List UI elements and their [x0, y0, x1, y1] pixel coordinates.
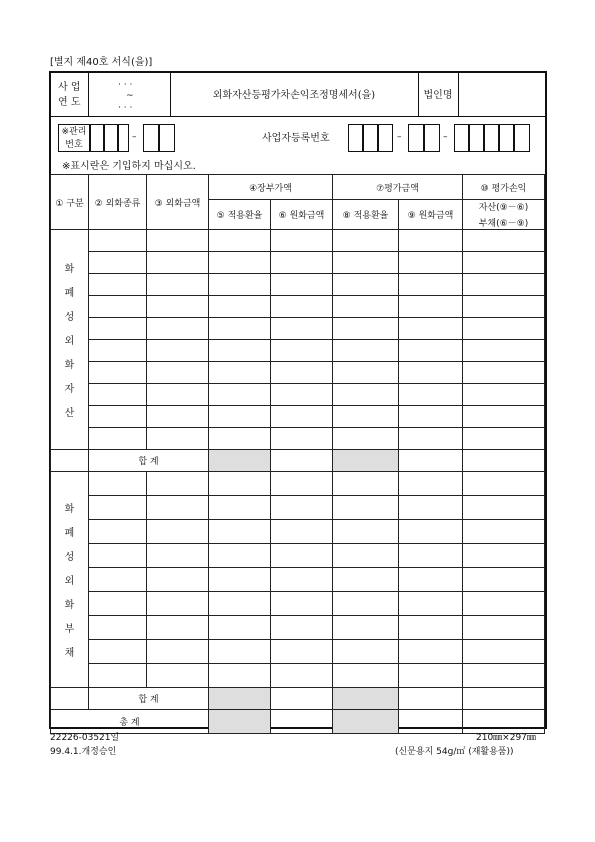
- liabilities-label-char: 폐: [64, 528, 75, 539]
- mgmt-no-digit[interactable]: [90, 124, 104, 152]
- input-cell[interactable]: [333, 568, 399, 592]
- biz-reg-digit[interactable]: [469, 124, 484, 152]
- input-cell[interactable]: [399, 472, 463, 496]
- year-from-dots[interactable]: · · ·: [118, 80, 133, 90]
- biz-reg-digit[interactable]: [408, 124, 424, 152]
- input-cell[interactable]: [333, 544, 399, 568]
- input-cell[interactable]: [271, 230, 333, 252]
- input-cell[interactable]: [89, 592, 147, 616]
- input-cell[interactable]: [399, 296, 463, 318]
- input-cell[interactable]: [147, 520, 209, 544]
- col-header-valuation-amount: ⑦평가금액: [333, 175, 463, 200]
- biz-reg-digit[interactable]: [484, 124, 499, 152]
- input-cell[interactable]: [399, 318, 463, 340]
- input-cell[interactable]: [271, 384, 333, 406]
- paper-spec: (신문용지 54g/㎡ (재활용품)): [395, 747, 514, 757]
- table-row: [51, 340, 545, 362]
- input-cell[interactable]: [209, 296, 271, 318]
- input-cell[interactable]: [89, 318, 147, 340]
- input-cell[interactable]: [271, 496, 333, 520]
- table-row: [51, 592, 545, 616]
- assets-label-char: 산: [64, 408, 75, 419]
- input-cell[interactable]: [463, 640, 545, 664]
- table-row: [51, 274, 545, 296]
- input-cell[interactable]: [271, 472, 333, 496]
- shaded-cell: [333, 450, 399, 472]
- input-cell[interactable]: [463, 472, 545, 496]
- mgmt-no-digit[interactable]: [118, 124, 129, 152]
- biz-reg-digit[interactable]: [424, 124, 440, 152]
- year-label-2: 연 도: [58, 97, 81, 108]
- table-row: [51, 664, 545, 688]
- input-cell[interactable]: [147, 274, 209, 296]
- input-cell[interactable]: [209, 252, 271, 274]
- form-title: 외화자산등평가차손익조정명세서(을): [212, 90, 376, 101]
- input-cell[interactable]: [399, 496, 463, 520]
- assets-label-char: 자: [64, 384, 75, 395]
- input-cell[interactable]: [271, 340, 333, 362]
- input-cell[interactable]: [147, 230, 209, 252]
- input-cell[interactable]: [89, 428, 147, 450]
- input-cell[interactable]: [333, 384, 399, 406]
- input-cell[interactable]: [147, 496, 209, 520]
- input-cell[interactable]: [89, 640, 147, 664]
- mgmt-no-digit[interactable]: [104, 124, 118, 152]
- input-cell[interactable]: [209, 428, 271, 450]
- table-row: [51, 472, 545, 496]
- input-cell[interactable]: [271, 710, 333, 734]
- input-cell[interactable]: [333, 362, 399, 384]
- input-cell[interactable]: [463, 710, 545, 734]
- input-cell[interactable]: [209, 544, 271, 568]
- input-cell[interactable]: [333, 230, 399, 252]
- input-cell[interactable]: [333, 496, 399, 520]
- input-cell[interactable]: [399, 406, 463, 428]
- table-row: [51, 496, 545, 520]
- assets-subtotal-label: 합 계: [89, 450, 209, 472]
- col-header-category: ① 구분: [51, 175, 89, 230]
- table-row: [51, 406, 545, 428]
- biz-reg-label: 사업자등록번호: [262, 133, 330, 144]
- input-cell[interactable]: [333, 318, 399, 340]
- input-cell[interactable]: [147, 362, 209, 384]
- col-header-book-value: ④장부가액: [209, 175, 333, 200]
- input-cell[interactable]: [89, 664, 147, 688]
- input-cell[interactable]: [271, 362, 333, 384]
- table-row: [51, 616, 545, 640]
- input-cell[interactable]: [209, 472, 271, 496]
- input-cell[interactable]: [463, 592, 545, 616]
- input-cell[interactable]: [89, 568, 147, 592]
- liabilities-label-char: 부: [64, 624, 75, 635]
- input-cell[interactable]: [147, 406, 209, 428]
- input-cell[interactable]: [89, 362, 147, 384]
- input-cell[interactable]: [399, 544, 463, 568]
- input-cell[interactable]: [463, 688, 545, 710]
- input-cell[interactable]: [463, 296, 545, 318]
- input-cell[interactable]: [399, 340, 463, 362]
- input-cell[interactable]: [333, 664, 399, 688]
- year-label-1: 사 업: [58, 82, 81, 93]
- mgmt-no-label-1: ※관리: [61, 127, 87, 137]
- input-cell[interactable]: [463, 384, 545, 406]
- input-cell[interactable]: [399, 362, 463, 384]
- input-cell[interactable]: [333, 592, 399, 616]
- gain-loss-asset-formula: 자산(⑨－⑥): [478, 203, 529, 213]
- table-row: [51, 544, 545, 568]
- col-header-currency-type: ② 외화종류: [89, 175, 147, 230]
- input-cell[interactable]: [147, 616, 209, 640]
- input-cell[interactable]: [209, 274, 271, 296]
- input-cell[interactable]: [463, 496, 545, 520]
- input-cell[interactable]: [463, 406, 545, 428]
- input-cell[interactable]: [463, 544, 545, 568]
- assets-label-char: 외: [64, 336, 75, 347]
- input-cell[interactable]: [147, 592, 209, 616]
- input-cell[interactable]: [271, 592, 333, 616]
- input-cell[interactable]: [209, 496, 271, 520]
- mgmt-no-digit[interactable]: [143, 124, 159, 152]
- shaded-cell: [209, 688, 271, 710]
- input-cell[interactable]: [147, 472, 209, 496]
- input-cell[interactable]: [147, 252, 209, 274]
- year-tilde: ~: [126, 91, 134, 101]
- biz-reg-digit[interactable]: [378, 124, 393, 152]
- input-cell[interactable]: [333, 274, 399, 296]
- input-cell[interactable]: [463, 520, 545, 544]
- mgmt-no-label-2: 번호: [65, 140, 83, 150]
- input-cell[interactable]: [333, 296, 399, 318]
- liabilities-label-char: 채: [64, 648, 75, 659]
- input-cell[interactable]: [271, 274, 333, 296]
- shaded-cell: [333, 688, 399, 710]
- shaded-cell: [209, 710, 271, 734]
- input-cell[interactable]: [271, 520, 333, 544]
- input-cell[interactable]: [333, 640, 399, 664]
- liabilities-label-char: 화: [64, 504, 75, 515]
- input-cell[interactable]: [147, 384, 209, 406]
- input-cell[interactable]: [89, 406, 147, 428]
- input-cell[interactable]: [463, 318, 545, 340]
- biz-reg-digit[interactable]: [514, 124, 530, 152]
- input-cell[interactable]: [89, 340, 147, 362]
- liabilities-subtotal-label: 합 계: [89, 688, 209, 710]
- notice: ※표시란은 기입하지 마십시오.: [62, 161, 196, 172]
- input-cell[interactable]: [209, 520, 271, 544]
- input-cell[interactable]: [463, 340, 545, 362]
- table-row: [51, 362, 545, 384]
- input-cell[interactable]: [333, 252, 399, 274]
- biz-reg-digit[interactable]: [454, 124, 469, 152]
- col-header-eval-rate: ⑧ 적용환율: [333, 200, 399, 230]
- input-cell[interactable]: [333, 472, 399, 496]
- gain-loss-liability-formula: 부채(⑥－⑨): [478, 219, 529, 229]
- table-row: [51, 296, 545, 318]
- input-cell[interactable]: [271, 406, 333, 428]
- col-header-book-rate: ⑤ 적용환율: [209, 200, 271, 230]
- input-cell[interactable]: [209, 616, 271, 640]
- input-cell[interactable]: [89, 472, 147, 496]
- header-divider-1: [88, 73, 89, 117]
- input-cell[interactable]: [271, 688, 333, 710]
- input-cell[interactable]: [89, 520, 147, 544]
- input-cell[interactable]: [209, 592, 271, 616]
- input-cell[interactable]: [271, 640, 333, 664]
- table-cell: [51, 688, 89, 710]
- input-cell[interactable]: [399, 710, 463, 734]
- table-row: [51, 428, 545, 450]
- table-row: [51, 230, 545, 252]
- input-cell[interactable]: [399, 428, 463, 450]
- input-cell[interactable]: [463, 274, 545, 296]
- input-cell[interactable]: [463, 362, 545, 384]
- input-cell[interactable]: [89, 384, 147, 406]
- input-cell[interactable]: [147, 544, 209, 568]
- input-cell[interactable]: [147, 664, 209, 688]
- table-row: [51, 384, 545, 406]
- shaded-cell: [209, 450, 271, 472]
- biz-reg-digit[interactable]: [348, 124, 363, 152]
- col-header-book-krw: ⑥ 원화금액: [271, 200, 333, 230]
- input-cell[interactable]: [271, 616, 333, 640]
- biz-reg-dash-1: –: [397, 132, 402, 142]
- liabilities-label-char: 외: [64, 576, 75, 587]
- input-cell[interactable]: [399, 252, 463, 274]
- input-cell[interactable]: [209, 640, 271, 664]
- input-cell[interactable]: [89, 274, 147, 296]
- table-row: [51, 568, 545, 592]
- input-cell[interactable]: [271, 544, 333, 568]
- corp-name-label: 법인명: [423, 90, 453, 101]
- input-cell[interactable]: [89, 252, 147, 274]
- input-cell[interactable]: [271, 664, 333, 688]
- biz-reg-digit[interactable]: [363, 124, 378, 152]
- valuation-table: [50, 174, 545, 734]
- input-cell[interactable]: [333, 616, 399, 640]
- input-cell[interactable]: [147, 640, 209, 664]
- mgmt-no-digit[interactable]: [159, 124, 175, 152]
- input-cell[interactable]: [209, 362, 271, 384]
- input-cell[interactable]: [333, 340, 399, 362]
- col-header-eval-krw: ⑨ 원화금액: [399, 200, 463, 230]
- input-cell[interactable]: [399, 520, 463, 544]
- table-row: [51, 318, 545, 340]
- input-cell[interactable]: [399, 274, 463, 296]
- form-tag: [별지 제40호 서식(을)]: [50, 57, 153, 68]
- liabilities-label-char: 성: [64, 552, 75, 563]
- input-cell[interactable]: [271, 296, 333, 318]
- grand-total-label: 총 계: [51, 710, 209, 734]
- corp-name-field[interactable]: [460, 76, 544, 114]
- table-row: [51, 640, 545, 664]
- input-cell[interactable]: [399, 688, 463, 710]
- form-number: 22226-03521일: [50, 733, 120, 743]
- input-cell[interactable]: [399, 592, 463, 616]
- input-cell[interactable]: [399, 230, 463, 252]
- input-cell[interactable]: [209, 664, 271, 688]
- input-cell[interactable]: [271, 252, 333, 274]
- assets-label-char: 폐: [64, 288, 75, 299]
- input-cell[interactable]: [147, 296, 209, 318]
- input-cell[interactable]: [89, 544, 147, 568]
- input-cell[interactable]: [147, 568, 209, 592]
- table-row: [51, 520, 545, 544]
- header-divider-4: [458, 73, 459, 117]
- input-cell[interactable]: [147, 340, 209, 362]
- assets-section-label: [51, 230, 89, 450]
- input-cell[interactable]: [463, 664, 545, 688]
- input-cell[interactable]: [209, 318, 271, 340]
- input-cell[interactable]: [333, 428, 399, 450]
- input-cell[interactable]: [271, 450, 333, 472]
- input-cell[interactable]: [333, 406, 399, 428]
- input-cell[interactable]: [209, 230, 271, 252]
- input-cell[interactable]: [271, 568, 333, 592]
- input-cell[interactable]: [209, 406, 271, 428]
- assets-label-char: 화: [64, 264, 75, 275]
- input-cell[interactable]: [399, 616, 463, 640]
- input-cell[interactable]: [89, 496, 147, 520]
- table-cell: [51, 450, 89, 472]
- mgmt-no-dash: –: [132, 132, 137, 142]
- col-header-gain-loss-sub: [463, 200, 545, 230]
- biz-reg-dash-2: –: [443, 132, 448, 142]
- input-cell[interactable]: [399, 384, 463, 406]
- liabilities-label-char: 화: [64, 600, 75, 611]
- input-cell[interactable]: [209, 384, 271, 406]
- input-cell[interactable]: [463, 616, 545, 640]
- input-cell[interactable]: [463, 568, 545, 592]
- input-cell[interactable]: [333, 520, 399, 544]
- input-cell[interactable]: [147, 318, 209, 340]
- input-cell[interactable]: [463, 450, 545, 472]
- input-cell[interactable]: [463, 252, 545, 274]
- input-cell[interactable]: [399, 664, 463, 688]
- input-cell[interactable]: [271, 318, 333, 340]
- col-header-foreign-amount: ③ 외화금액: [147, 175, 209, 230]
- assets-label-char: 화: [64, 360, 75, 371]
- year-to-dots[interactable]: · · ·: [118, 103, 133, 113]
- col-header-gain-loss: ⑩ 평가손익: [463, 175, 545, 200]
- input-cell[interactable]: [147, 428, 209, 450]
- biz-reg-digit[interactable]: [499, 124, 514, 152]
- assets-label-char: 성: [64, 312, 75, 323]
- approval-note: 99.4.1.개정승인: [50, 747, 117, 757]
- input-cell[interactable]: [399, 568, 463, 592]
- input-cell[interactable]: [89, 616, 147, 640]
- paper-size: 210㎜×297㎜: [476, 733, 536, 743]
- table-row: [51, 252, 545, 274]
- input-cell[interactable]: [209, 340, 271, 362]
- input-cell[interactable]: [399, 640, 463, 664]
- input-cell[interactable]: [399, 450, 463, 472]
- input-cell[interactable]: [89, 230, 147, 252]
- liabilities-section-label: [51, 472, 89, 688]
- input-cell[interactable]: [89, 296, 147, 318]
- input-cell[interactable]: [209, 568, 271, 592]
- input-cell[interactable]: [463, 230, 545, 252]
- shaded-cell: [333, 710, 399, 734]
- input-cell[interactable]: [271, 428, 333, 450]
- input-cell[interactable]: [463, 428, 545, 450]
